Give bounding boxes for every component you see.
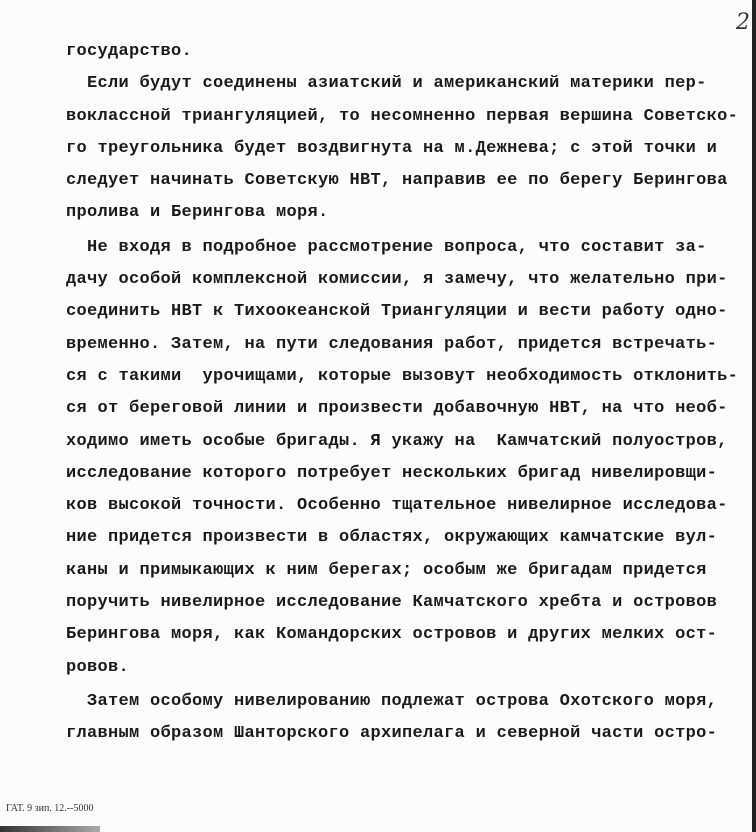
text-line: го треугольника будет воздвигнута на м.Дежнева; с этой точки и bbox=[66, 138, 718, 158]
text-line: Не входя в подробное рассмотрение вопроса, что составит за- bbox=[66, 237, 707, 257]
text-line: ся с такими урочищами, которые вызовут необходимость отклонить- bbox=[66, 366, 739, 386]
page-edge bbox=[752, 0, 756, 832]
text-line: Если будут соединены азиатский и американский материки пер- bbox=[66, 74, 707, 94]
print-footer: ГАТ. 9 зип. 12.--5000 bbox=[6, 803, 94, 814]
text-line: каны и примыкающих к ним берегах; особым же бригадам придется bbox=[66, 560, 707, 580]
text-line: ние придется произвести в областях, окружающих камчатские вул- bbox=[66, 528, 718, 548]
text-line: Затем особому нивелированию подлежат острова Охотского моря, bbox=[66, 691, 718, 711]
text-line: ся от береговой линии и произвести добавочную НВТ, на что необ- bbox=[66, 399, 728, 419]
text-line: государство. bbox=[66, 42, 193, 61]
text-line: дачу особой комплексной комиссии, я замечу, что желательно при- bbox=[66, 270, 728, 290]
text-line: временно. Затем, на пути следования работ, придется встречать- bbox=[66, 334, 718, 354]
text-line: соединить НВТ к Тихоокеанской Триангуляции и вести работу одно- bbox=[66, 302, 728, 322]
text-line: воклассной триангуляцией, то несомненно первая вершина Советско- bbox=[66, 106, 739, 126]
typewritten-body bbox=[66, 36, 746, 751]
scan-artifact bbox=[0, 826, 100, 832]
text-line: поручить нивелирное исследование Камчатского хребта и островов bbox=[66, 593, 718, 613]
text-line: ходимо иметь особые бригады. Я укажу на Камчатский полуостров, bbox=[66, 431, 728, 451]
page-number: 2 bbox=[736, 10, 750, 35]
text-line: исследование которого потребует нескольких бригад нивелировщи- bbox=[66, 463, 718, 483]
text-line: пролива и Берингова моря. bbox=[66, 203, 329, 223]
text-line: Берингова моря, как Командорских островов и других мелких ост- bbox=[66, 625, 718, 645]
text-line: следует начинать Советскую НВТ, направив ее по берегу Берингова bbox=[66, 171, 728, 191]
text-line: главным образом Шанторского архипелага и северной части остро- bbox=[66, 724, 718, 744]
text-line: ков высокой точности. Особенно тщательное нивелирное исследова- bbox=[66, 496, 728, 516]
text-line: ровов. bbox=[66, 657, 130, 677]
